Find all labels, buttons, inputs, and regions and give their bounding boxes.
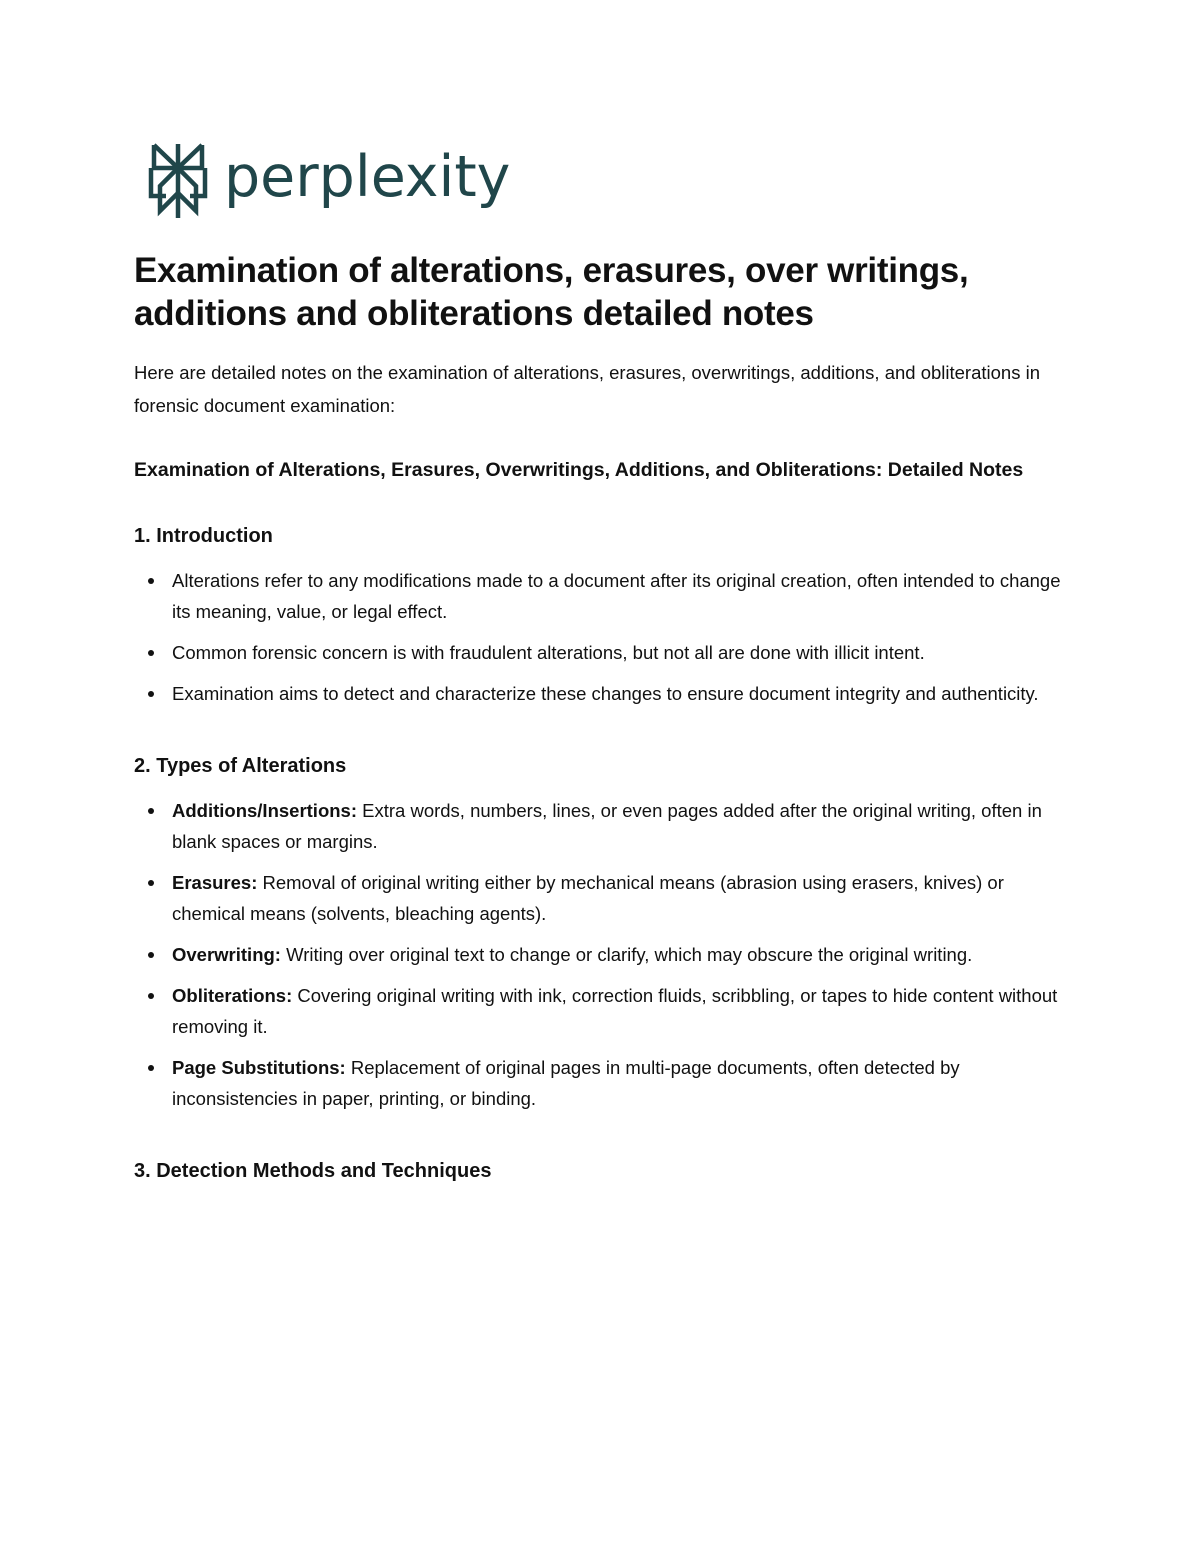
logo-wordmark: perplexity xyxy=(224,143,511,210)
document-title: Examination of alterations, erasures, over writings, additions and obliterations detailed notes xyxy=(134,251,969,333)
perplexity-logo-icon xyxy=(146,141,210,221)
bullet-icon xyxy=(148,952,154,958)
list-item-term: Obliterations: xyxy=(172,985,293,1006)
list-item-text: Writing over original text to change or clarify, which may obscure the original writing. xyxy=(280,944,973,965)
intro-paragraph: Here are detailed notes on the examination of alterations, erasures, overwritings, additions, and obliterations in forensic document examination: xyxy=(134,362,1040,416)
list-item-text: Covering original writing with ink, correction fluids, scribbling, or tapes to hide content without removing it. xyxy=(172,985,1058,1037)
list-item-term: Page Substitutions: xyxy=(172,1057,346,1078)
list-item-text: Extra words, numbers, lines, or even pages added after the original writing, often in blank spaces or margins. xyxy=(172,800,1042,852)
list-item-text: Common forensic concern is with fraudulent alterations, but not all are done with illicit intent. xyxy=(172,642,925,663)
list-item xyxy=(134,678,1070,709)
list-item xyxy=(134,867,1070,929)
introduction-list xyxy=(134,565,1070,709)
list-item-text: Examination aims to detect and characterize these changes to ensure document integrity and authenticity. xyxy=(172,683,1039,704)
list-item xyxy=(134,795,1070,857)
list-item-term: Overwriting: xyxy=(172,944,281,965)
bullet-icon xyxy=(148,1065,154,1071)
bullet-icon xyxy=(148,691,154,697)
list-item-term: Additions/Insertions: xyxy=(172,800,357,821)
section-heading-detection: 3. Detection Methods and Techniques xyxy=(134,1160,492,1182)
list-item-text: Alterations refer to any modifications made to a document after its original creation, often intended to change its meaning, value, or legal effect. xyxy=(172,570,1061,622)
bullet-icon xyxy=(148,578,154,584)
list-item-text: Removal of original writing either by mechanical means (abrasion using erasers, knives) or chemical means (solvents, bleaching agents). xyxy=(172,872,1004,924)
section-heading-introduction: 1. Introduction xyxy=(134,525,273,547)
list-item xyxy=(134,565,1070,627)
list-item xyxy=(134,939,1070,970)
list-item xyxy=(134,637,1070,668)
perplexity-logo xyxy=(146,140,510,222)
types-list xyxy=(134,795,1070,1114)
document-body xyxy=(134,249,1070,1186)
bullet-icon xyxy=(148,993,154,999)
bullet-icon xyxy=(148,880,154,886)
list-item-term: Erasures: xyxy=(172,872,258,893)
notes-subtitle: Examination of Alterations, Erasures, Overwritings, Additions, and Obliterations: Detailed Notes xyxy=(134,459,1024,481)
bullet-icon xyxy=(148,650,154,656)
list-item-text: Replacement of original pages in multi-page documents, often detected by inconsistencies in paper, printing, or binding. xyxy=(172,1057,960,1109)
bullet-icon xyxy=(148,808,154,814)
list-item xyxy=(134,980,1070,1042)
list-item xyxy=(134,1052,1070,1114)
section-heading-types: 2. Types of Alterations xyxy=(134,755,347,777)
